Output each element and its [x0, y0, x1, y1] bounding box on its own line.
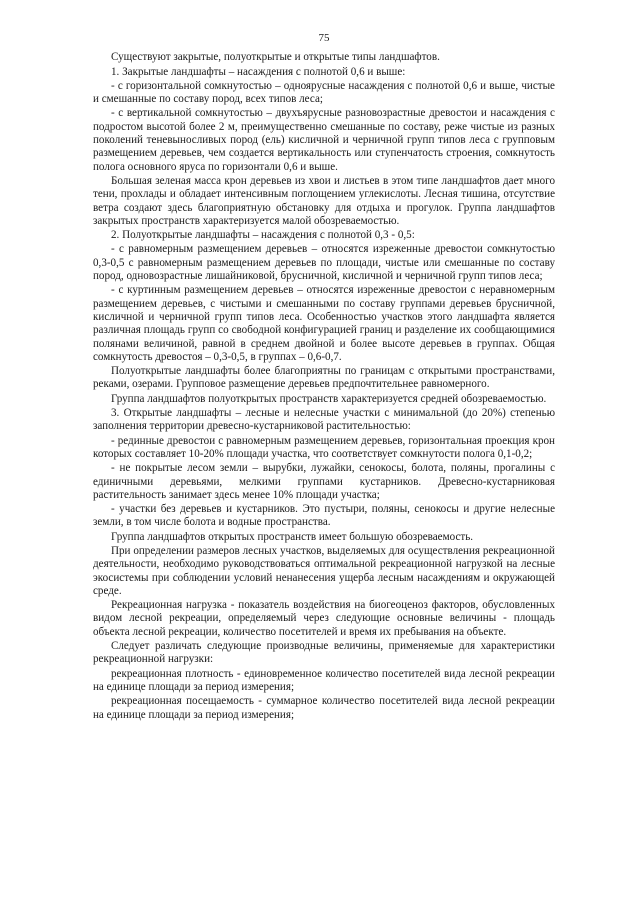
document-body — [93, 51, 555, 722]
paragraph: - с равномерным размещением деревьев – относятся изреженные древостои сомкнутостью 0,3-0,5 с равномерным размещением деревьев по площади, чистые или смешанные по составу пород, одновозрастные лишайниковой, брусничной, кисличной и черничной групп типов леса; — [93, 243, 555, 283]
paragraph: рекреационная плотность - единовременное количество посетителей вида лесной рекреации на единице площади за период измерения; — [93, 667, 555, 693]
document-page — [93, 32, 555, 723]
paragraph: - с куртинным размещением деревьев – относятся изреженные древостои с неравномерным размещением деревьев, с чистыми и смешанными по составу группами деревьев брусничной, кисличной и черничной групп типов леса. Особенностью участков этого ландшафта является различная площадь групп со свободной конфигурацией границ и разделение их сообщающимися полянами величиной, равной в среднем двойной и более высоте деревьев в группах. Общая сомкнутость древостоя – 0,3-0,5, в группах – 0,6-0,7. — [93, 284, 555, 363]
paragraph: 3. Открытые ландшафты – лесные и нелесные участки с минимальной (до 20%) степенью заполнения территории древесно-кустарниковой растительностью: — [93, 407, 555, 433]
paragraph: Рекреационная нагрузка - показатель воздействия на биогеоценоз факторов, обусловленных видом лесной рекреации, определяемый через следующие основные величины - площадь объекта лесной рекреации, количество посетителей и время их пребывания на объекте. — [93, 599, 555, 638]
paragraph: - рединные древостои с равномерным размещением деревьев, горизонтальная проекция крон которых составляет 10-20% площади участка, что соответствует сомкнутости полога 0,1-0,2; — [93, 434, 555, 460]
paragraph: Следует различать следующие производные величины, применяемые для характеристики рекреационной нагрузки: — [93, 640, 555, 666]
paragraph: - участки без деревьев и кустарников. Это пустыри, поляны, сенокосы и другие нелесные земли, в том числе болота и водные пространства. — [93, 503, 555, 529]
page-number: 75 — [318, 32, 330, 44]
paragraph: - с вертикальной сомкнутостью – двухъярусные разновозрастные древостои и насаждения с подростом высотой более 2 м, преимущественно смешанные по составу, реже чистые из разных поколений теневыносливых пород (ель) кисличной и черничной групп типов леса с групповым размещением деревьев, чем создается вертикальность или ступенчатость строения, сомкнутость полога основного яруса по горизонтали 0,6 и выше. — [93, 107, 555, 173]
paragraph: рекреационная посещаемость - суммарное количество посетителей вида лесной рекреации на единице площади за период измерения; — [93, 695, 555, 721]
paragraph: Группа ландшафтов открытых пространств имеет большую обозреваемость. — [111, 530, 474, 543]
paragraph: - с горизонтальной сомкнутостью – одноярусные насаждения с полнотой 0,6 и выше, чистые и смешанные по составу пород, всех типов леса; — [93, 79, 555, 106]
paragraph: - не покрытые лесом земли – вырубки, лужайки, сенокосы, болота, поляны, прогалины с единичными деревьями, мелкими группами кустарников. Древесно-кустарниковая растительность занимает здесь менее 10% площади участка; — [93, 462, 555, 501]
paragraph: Существуют закрытые, полуоткрытые и открытые типы ландшафтов. — [111, 51, 440, 64]
paragraph: При определении размеров лесных участков, выделяемых для осуществления рекреационной деятельности, необходимо руководствоваться оптимальной рекреационной нагрузкой на лесные экосистемы при соблюдении условий ненанесения ущерба лесным насаждениям и окружающей среде. — [93, 544, 555, 597]
paragraph: Большая зеленая масса крон деревьев из хвои и листьев в этом типе ландшафтов дает много тени, прохлады и обладает интенсивным поглощением углекислоты. Лесная тишина, отсутствие ветра создают здесь благоприятную обстановку для отдыха и прогулок. Группа ландшафтов закрытых пространств характеризуется малой обозреваемостью. — [93, 174, 555, 227]
paragraph: Группа ландшафтов полуоткрытых пространств характеризуется средней обозреваемостью. — [111, 392, 547, 405]
paragraph: 1. Закрытые ландшафты – насаждения с полнотой 0,6 и выше: — [111, 65, 406, 78]
paragraph: Полуоткрытые ландшафты более благоприятны по границам с открытыми пространствами, реками, озерами. Групповое размещение деревьев предпочтительнее равномерного. — [93, 365, 555, 391]
paragraph: 2. Полуоткрытые ландшафты – насаждения с полнотой 0,3 - 0,5: — [111, 229, 415, 242]
